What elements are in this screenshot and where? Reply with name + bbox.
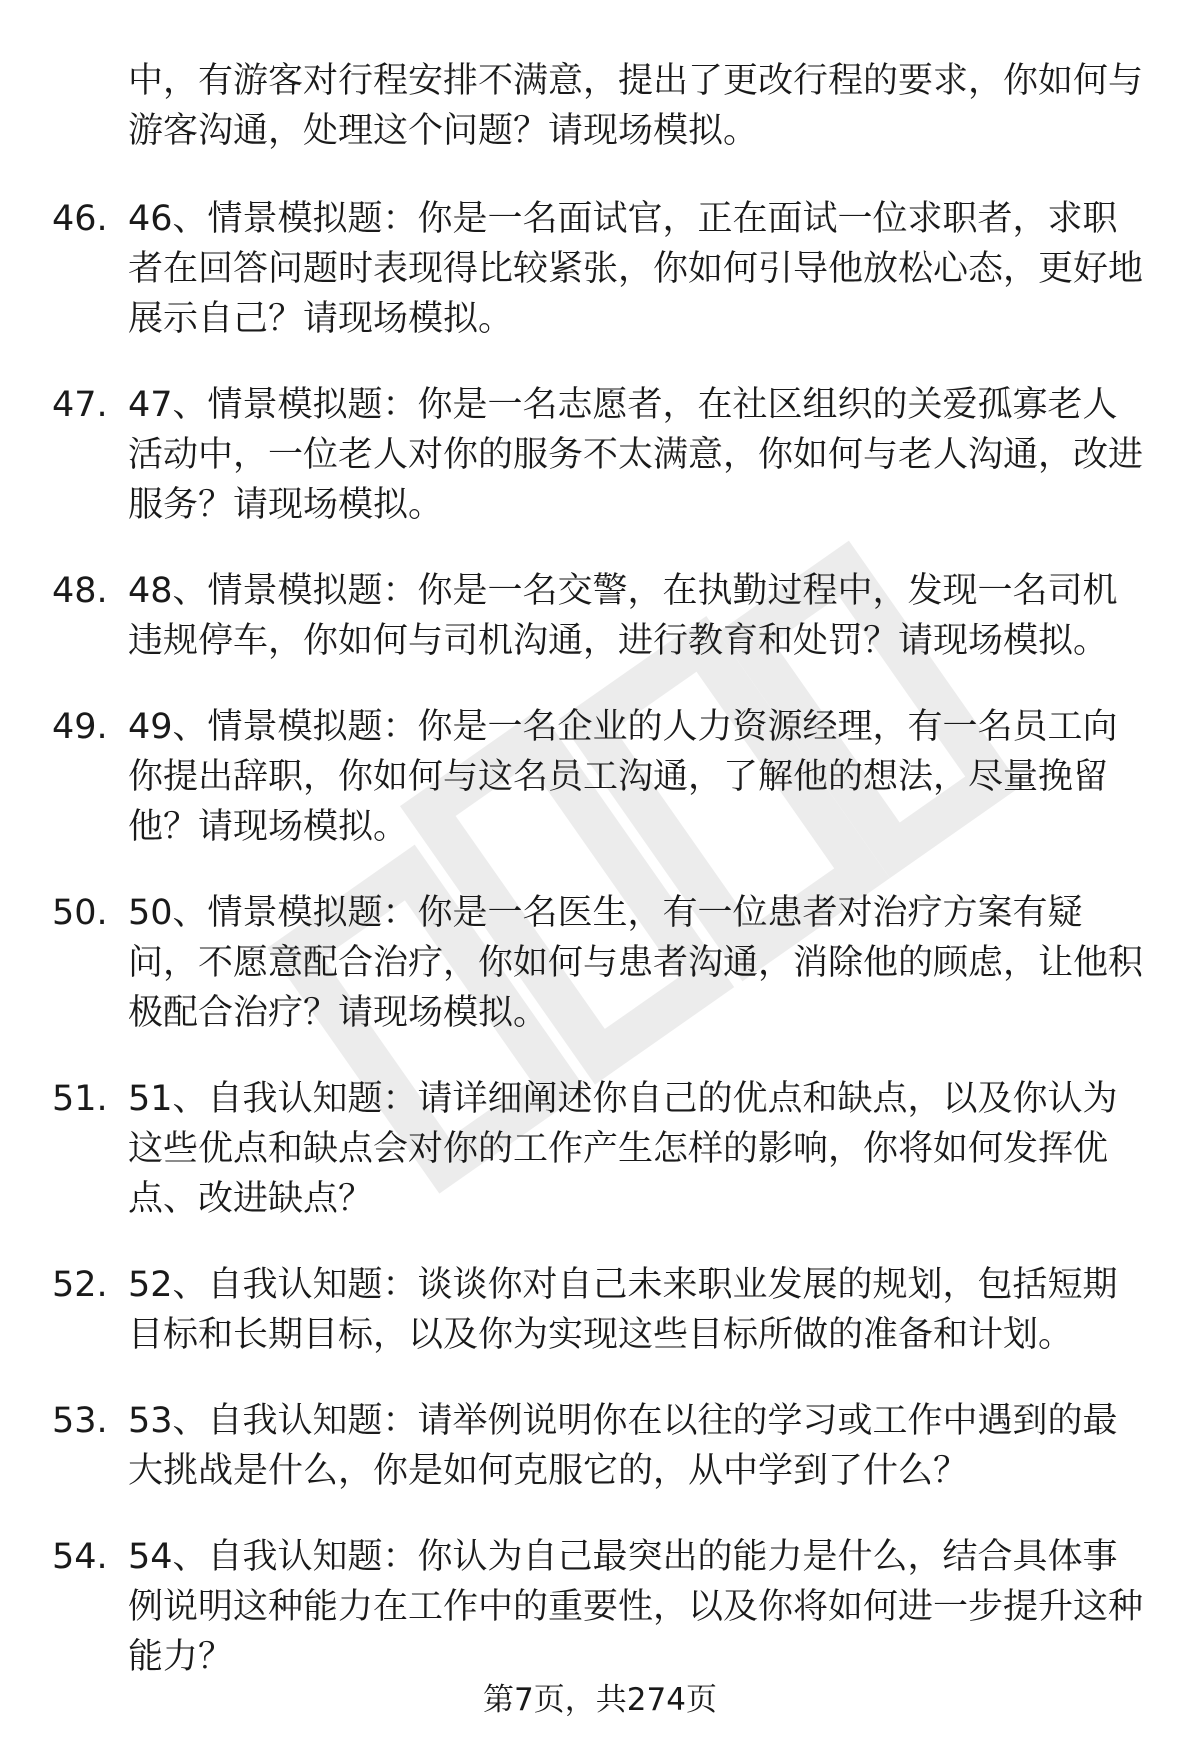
list-item: [52, 566, 1152, 666]
list-item: [52, 702, 1152, 852]
item-number: 54.: [52, 1537, 108, 1577]
page-footer: 第7页，共274页: [483, 1682, 717, 1718]
list-item: [52, 1396, 1152, 1496]
item-number: 50.: [52, 893, 108, 933]
list-item: [52, 1260, 1152, 1360]
item-text: 52、自我认知题：谈谈你对自己未来职业发展的规划，包括短期目标和长期目标，以及你为实现这些目标所做的准备和计划。: [128, 1265, 1118, 1355]
item-text: 46、情景模拟题：你是一名面试官，正在面试一位求职者，求职者在回答问题时表现得比较紧张，你如何引导他放松心态，更好地展示自己？请现场模拟。: [128, 199, 1144, 339]
list-item: [52, 194, 1152, 344]
list-item: [52, 1532, 1152, 1682]
continuation-text: 中，有游客对行程安排不满意，提出了更改行程的要求，你如何与游客沟通，处理这个问题？请现场模拟。: [128, 61, 1144, 151]
item-number: 51.: [52, 1079, 108, 1119]
item-text: 54、自我认知题：你认为自己最突出的能力是什么，结合具体事例说明这种能力在工作中的重要性，以及你将如何进一步提升这种能力？: [128, 1537, 1144, 1677]
item-text: 51、自我认知题：请详细阐述你自己的优点和缺点，以及你认为这些优点和缺点会对你的工作产生怎样的影响，你将如何发挥优点、改进缺点？: [128, 1079, 1118, 1219]
item-number: 46.: [52, 199, 108, 239]
question-list: [52, 56, 1152, 1718]
item-number: 53.: [52, 1401, 108, 1441]
item-number: 48.: [52, 571, 108, 611]
item-number: 52.: [52, 1265, 108, 1305]
item-number: 49.: [52, 707, 108, 747]
item-number: 47.: [52, 385, 108, 425]
item-text: 47、情景模拟题：你是一名志愿者，在社区组织的关爱孤寡老人活动中，一位老人对你的服务不太满意，你如何与老人沟通，改进服务？请现场模拟。: [128, 385, 1144, 525]
list-item: [52, 888, 1152, 1038]
item-text: 48、情景模拟题：你是一名交警，在执勤过程中，发现一名司机违规停车，你如何与司机沟通，进行教育和处罚？请现场模拟。: [128, 571, 1118, 661]
item-text: 50、情景模拟题：你是一名医生，有一位患者对治疗方案有疑问，不愿意配合治疗，你如何与患者沟通，消除他的顾虑，让他积极配合治疗？请现场模拟。: [128, 893, 1144, 1033]
item-text: 49、情景模拟题：你是一名企业的人力资源经理，有一名员工向你提出辞职，你如何与这名员工沟通，了解他的想法，尽量挽留他？请现场模拟。: [128, 707, 1118, 847]
item-text: 53、自我认知题：请举例说明你在以往的学习或工作中遇到的最大挑战是什么，你是如何克服它的，从中学到了什么？: [128, 1401, 1118, 1491]
list-item: [52, 380, 1152, 530]
list-item: [52, 1074, 1152, 1224]
